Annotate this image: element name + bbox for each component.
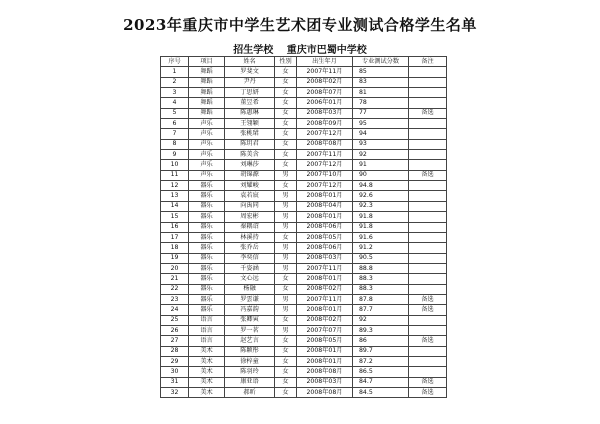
cell-note	[409, 274, 447, 284]
cell-item: 舞蹈	[189, 98, 225, 108]
cell-sex: 女	[275, 377, 297, 387]
table-row	[161, 346, 447, 356]
cell-score: 91.6	[353, 232, 409, 242]
cell-score: 91.2	[353, 243, 409, 253]
school-name: 重庆市巴蜀中学校	[286, 45, 367, 56]
cell-sex: 女	[275, 346, 297, 356]
cell-dob: 2008年08月	[297, 139, 353, 149]
cell-dob: 2007年11月	[297, 150, 353, 160]
cell-score: 92.6	[353, 191, 409, 201]
cell-no: 22	[161, 284, 189, 294]
cell-score: 91.8	[353, 222, 409, 232]
cell-dob: 2008年08月	[297, 388, 353, 398]
cell-sex: 女	[275, 367, 297, 377]
cell-item: 器乐	[189, 263, 225, 273]
table-row	[161, 377, 447, 387]
cell-no: 16	[161, 222, 189, 232]
student-list-table	[160, 56, 447, 398]
cell-name: 郝昕	[225, 388, 275, 398]
cell-name: 袁若宸	[225, 191, 275, 201]
cell-dob: 2007年11月	[297, 263, 353, 273]
cell-score: 85	[353, 67, 409, 77]
cell-item: 声乐	[189, 119, 225, 129]
cell-no: 7	[161, 129, 189, 139]
cell-name: 徐梓童	[225, 356, 275, 366]
cell-score: 87.7	[353, 305, 409, 315]
cell-name: 罗斐文	[225, 67, 275, 77]
table-row	[161, 139, 447, 149]
cell-name: 陈玥君	[225, 139, 275, 149]
cell-sex: 男	[275, 294, 297, 304]
cell-note	[409, 232, 447, 242]
cell-score: 86.5	[353, 367, 409, 377]
cell-item: 语言	[189, 315, 225, 325]
cell-item: 声乐	[189, 170, 225, 180]
cell-dob: 2008年08月	[297, 367, 353, 377]
cell-name: 王翎颖	[225, 119, 275, 129]
table-row	[161, 232, 447, 242]
cell-no: 26	[161, 325, 189, 335]
cell-item: 舞蹈	[189, 108, 225, 118]
column-header-note: 备注	[409, 57, 447, 67]
cell-dob: 2008年02月	[297, 315, 353, 325]
school-line	[0, 41, 600, 56]
cell-score: 88.8	[353, 263, 409, 273]
table-row	[161, 160, 447, 170]
cell-score: 87.2	[353, 356, 409, 366]
cell-item: 美术	[189, 388, 225, 398]
table-row	[161, 181, 447, 191]
cell-no: 19	[161, 253, 189, 263]
cell-dob: 2007年12月	[297, 129, 353, 139]
cell-no: 17	[161, 232, 189, 242]
cell-name: 张乔岳	[225, 243, 275, 253]
cell-name: 丁思妍	[225, 88, 275, 98]
cell-sex: 女	[275, 284, 297, 294]
cell-sex: 男	[275, 201, 297, 211]
cell-no: 2	[161, 77, 189, 87]
cell-no: 14	[161, 201, 189, 211]
table-row	[161, 336, 447, 346]
cell-name: 罗雲谦	[225, 294, 275, 304]
cell-item: 器乐	[189, 232, 225, 242]
cell-sex: 女	[275, 150, 297, 160]
cell-score: 91	[353, 160, 409, 170]
column-header-no: 序号	[161, 57, 189, 67]
cell-dob: 2007年12月	[297, 160, 353, 170]
cell-dob: 2008年06月	[297, 243, 353, 253]
table-row	[161, 356, 447, 366]
table-row	[161, 274, 447, 284]
cell-sex: 女	[275, 388, 297, 398]
cell-item: 器乐	[189, 212, 225, 222]
cell-note	[409, 201, 447, 211]
cell-score: 92	[353, 150, 409, 160]
cell-score: 86	[353, 336, 409, 346]
cell-note: 备选	[409, 170, 447, 180]
cell-note	[409, 139, 447, 149]
cell-sex: 女	[275, 98, 297, 108]
cell-no: 20	[161, 263, 189, 273]
cell-item: 舞蹈	[189, 77, 225, 87]
column-header-sex: 性别	[275, 57, 297, 67]
cell-note	[409, 367, 447, 377]
cell-dob: 2008年02月	[297, 77, 353, 87]
cell-no: 23	[161, 294, 189, 304]
table-row	[161, 222, 447, 232]
cell-dob: 2008年01月	[297, 346, 353, 356]
cell-name: 李奕信	[225, 253, 275, 263]
cell-score: 92.3	[353, 201, 409, 211]
cell-no: 10	[161, 160, 189, 170]
cell-name: 杨融	[225, 284, 275, 294]
cell-score: 92	[353, 315, 409, 325]
table-row	[161, 212, 447, 222]
table-row	[161, 253, 447, 263]
cell-score: 77	[353, 108, 409, 118]
cell-dob: 2008年01月	[297, 274, 353, 284]
cell-item: 器乐	[189, 253, 225, 263]
table-row	[161, 77, 447, 87]
cell-item: 舞蹈	[189, 88, 225, 98]
table-row	[161, 315, 447, 325]
cell-name: 向禹同	[225, 201, 275, 211]
cell-dob: 2008年03月	[297, 108, 353, 118]
cell-item: 声乐	[189, 150, 225, 160]
cell-dob: 2008年07月	[297, 88, 353, 98]
table-row	[161, 243, 447, 253]
cell-note	[409, 356, 447, 366]
table-row	[161, 67, 447, 77]
cell-dob: 2008年04月	[297, 201, 353, 211]
cell-dob: 2008年03月	[297, 253, 353, 263]
table-row	[161, 150, 447, 160]
table-row	[161, 263, 447, 273]
cell-score: 88.3	[353, 284, 409, 294]
cell-no: 9	[161, 150, 189, 160]
cell-score: 87.8	[353, 294, 409, 304]
cell-note	[409, 191, 447, 201]
cell-dob: 2008年01月	[297, 191, 353, 201]
cell-note: 备选	[409, 336, 447, 346]
cell-no: 5	[161, 108, 189, 118]
cell-score: 94	[353, 129, 409, 139]
cell-no: 6	[161, 119, 189, 129]
cell-sex: 男	[275, 263, 297, 273]
column-header-name: 姓名	[225, 57, 275, 67]
cell-dob: 2007年10月	[297, 170, 353, 180]
cell-item: 语言	[189, 336, 225, 346]
cell-sex: 女	[275, 108, 297, 118]
cell-score: 83	[353, 77, 409, 87]
cell-name: 刘耀峻	[225, 181, 275, 191]
cell-sex: 女	[275, 336, 297, 346]
cell-no: 11	[161, 170, 189, 180]
cell-score: 78	[353, 98, 409, 108]
cell-no: 8	[161, 139, 189, 149]
cell-item: 声乐	[189, 139, 225, 149]
cell-no: 21	[161, 274, 189, 284]
cell-item: 器乐	[189, 222, 225, 232]
cell-note	[409, 243, 447, 253]
cell-score: 90.5	[353, 253, 409, 263]
cell-name: 刘琳莎	[225, 160, 275, 170]
column-header-item: 项目	[189, 57, 225, 67]
cell-item: 舞蹈	[189, 67, 225, 77]
cell-name: 赵艺言	[225, 336, 275, 346]
cell-sex: 女	[275, 88, 297, 98]
cell-sex: 男	[275, 212, 297, 222]
cell-score: 89.3	[353, 325, 409, 335]
cell-sex: 男	[275, 191, 297, 201]
cell-note: 备选	[409, 108, 447, 118]
cell-note	[409, 212, 447, 222]
cell-name: 周宏彬	[225, 212, 275, 222]
table-row	[161, 119, 447, 129]
cell-sex: 女	[275, 67, 297, 77]
cell-score: 93	[353, 139, 409, 149]
table-row	[161, 170, 447, 180]
cell-name: 陈美含	[225, 150, 275, 160]
cell-dob: 2007年07月	[297, 325, 353, 335]
cell-sex: 女	[275, 232, 297, 242]
table-row	[161, 98, 447, 108]
cell-sex: 女	[275, 139, 297, 149]
cell-sex: 女	[275, 315, 297, 325]
cell-note	[409, 88, 447, 98]
cell-note	[409, 129, 447, 139]
cell-item: 语言	[189, 325, 225, 335]
cell-name: 千姿涵	[225, 263, 275, 273]
cell-item: 美术	[189, 346, 225, 356]
cell-sex: 男	[275, 305, 297, 315]
cell-note	[409, 253, 447, 263]
cell-sex: 女	[275, 181, 297, 191]
cell-note	[409, 119, 447, 129]
cell-score: 84.5	[353, 388, 409, 398]
cell-no: 32	[161, 388, 189, 398]
cell-dob: 2008年05月	[297, 336, 353, 346]
cell-note	[409, 150, 447, 160]
cell-sex: 男	[275, 325, 297, 335]
table-row	[161, 367, 447, 377]
cell-no: 1	[161, 67, 189, 77]
cell-score: 89.7	[353, 346, 409, 356]
cell-note	[409, 181, 447, 191]
cell-dob: 2008年01月	[297, 305, 353, 315]
table-row	[161, 294, 447, 304]
cell-name: 张卿寅	[225, 315, 275, 325]
cell-score: 84.7	[353, 377, 409, 387]
cell-item: 器乐	[189, 284, 225, 294]
table-row	[161, 305, 447, 315]
cell-name: 秦耦诏	[225, 222, 275, 232]
cell-name: 冯嘉韵	[225, 305, 275, 315]
cell-item: 美术	[189, 356, 225, 366]
cell-item: 器乐	[189, 274, 225, 284]
cell-dob: 2008年03月	[297, 377, 353, 387]
cell-note	[409, 98, 447, 108]
cell-sex: 男	[275, 222, 297, 232]
cell-note	[409, 160, 447, 170]
cell-name: 陈惠琳	[225, 108, 275, 118]
cell-sex: 男	[275, 253, 297, 263]
cell-item: 器乐	[189, 305, 225, 315]
cell-note	[409, 67, 447, 77]
cell-no: 30	[161, 367, 189, 377]
cell-name: 文心远	[225, 274, 275, 284]
cell-note	[409, 325, 447, 335]
table-row	[161, 284, 447, 294]
cell-name: 林溪持	[225, 232, 275, 242]
cell-dob: 2007年11月	[297, 67, 353, 77]
cell-name: 陈羽玲	[225, 367, 275, 377]
cell-name: 陈颖彤	[225, 346, 275, 356]
cell-sex: 女	[275, 119, 297, 129]
cell-sex: 男	[275, 243, 297, 253]
cell-item: 器乐	[189, 181, 225, 191]
cell-dob: 2008年02月	[297, 284, 353, 294]
table-header-row	[161, 57, 447, 67]
cell-sex: 女	[275, 274, 297, 284]
cell-no: 31	[161, 377, 189, 387]
cell-dob: 2008年05月	[297, 232, 353, 242]
cell-score: 94.8	[353, 181, 409, 191]
cell-item: 器乐	[189, 243, 225, 253]
cell-note: 备选	[409, 388, 447, 398]
table-row	[161, 325, 447, 335]
cell-no: 12	[161, 181, 189, 191]
column-header-score: 专业测试分数	[353, 57, 409, 67]
cell-note	[409, 222, 447, 232]
cell-no: 28	[161, 346, 189, 356]
cell-item: 器乐	[189, 294, 225, 304]
cell-no: 18	[161, 243, 189, 253]
cell-note: 备选	[409, 377, 447, 387]
cell-name: 张桃珺	[225, 129, 275, 139]
cell-dob: 2008年06月	[297, 222, 353, 232]
cell-no: 15	[161, 212, 189, 222]
cell-no: 27	[161, 336, 189, 346]
cell-dob: 2008年09月	[297, 119, 353, 129]
school-label: 招生学校	[233, 45, 274, 56]
cell-sex: 男	[275, 170, 297, 180]
cell-no: 4	[161, 98, 189, 108]
cell-name: 董昱希	[225, 98, 275, 108]
cell-dob: 2008年01月	[297, 212, 353, 222]
cell-note	[409, 284, 447, 294]
cell-item: 器乐	[189, 201, 225, 211]
table-row	[161, 388, 447, 398]
cell-sex: 女	[275, 356, 297, 366]
cell-note	[409, 263, 447, 273]
cell-score: 81	[353, 88, 409, 98]
cell-name: 尹丹	[225, 77, 275, 87]
cell-no: 3	[161, 88, 189, 98]
cell-sex: 女	[275, 77, 297, 87]
cell-item: 声乐	[189, 129, 225, 139]
cell-dob: 2007年12月	[297, 181, 353, 191]
cell-no: 29	[161, 356, 189, 366]
cell-item: 美术	[189, 367, 225, 377]
cell-no: 25	[161, 315, 189, 325]
cell-note	[409, 346, 447, 356]
cell-item: 器乐	[189, 191, 225, 201]
cell-no: 24	[161, 305, 189, 315]
cell-note	[409, 315, 447, 325]
column-header-dob: 出生年月	[297, 57, 353, 67]
cell-dob: 2006年01月	[297, 98, 353, 108]
cell-note: 备选	[409, 305, 447, 315]
table-row	[161, 201, 447, 211]
cell-score: 91.8	[353, 212, 409, 222]
cell-score: 90	[353, 170, 409, 180]
cell-score: 95	[353, 119, 409, 129]
cell-note: 备选	[409, 294, 447, 304]
table-row	[161, 191, 447, 201]
cell-note	[409, 77, 447, 87]
cell-name: 胡锦源	[225, 170, 275, 180]
document-title: 2023年重庆市中学生艺术团专业测试合格学生名单	[123, 16, 477, 34]
table-row	[161, 108, 447, 118]
cell-score: 88.3	[353, 274, 409, 284]
cell-sex: 女	[275, 129, 297, 139]
cell-dob: 2007年11月	[297, 294, 353, 304]
table-row	[161, 129, 447, 139]
cell-name: 罗一茗	[225, 325, 275, 335]
cell-item: 美术	[189, 377, 225, 387]
cell-item: 声乐	[189, 160, 225, 170]
cell-no: 13	[161, 191, 189, 201]
cell-dob: 2008年01月	[297, 356, 353, 366]
cell-name: 康亚语	[225, 377, 275, 387]
table-row	[161, 88, 447, 98]
cell-sex: 女	[275, 160, 297, 170]
